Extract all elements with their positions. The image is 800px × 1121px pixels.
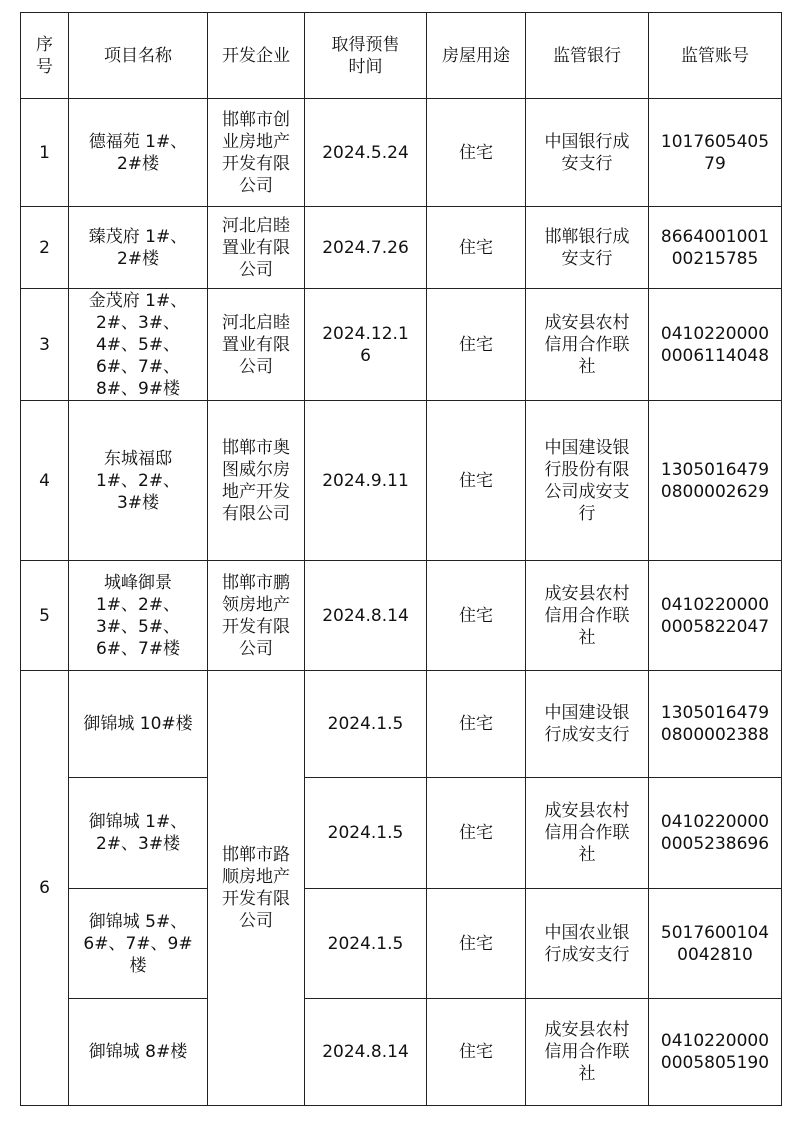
cell-account: 13050164790800002388: [649, 671, 782, 778]
cell-usage: 住宅: [427, 561, 526, 671]
cell-bank: 中国银行成安支行: [526, 99, 649, 207]
cell-bank: 成安县农村信用合作联社: [526, 999, 649, 1106]
cell-usage: 住宅: [427, 671, 526, 778]
cell-project: 御锦城 1#、2#、3#楼: [69, 778, 208, 889]
cell-usage: 住宅: [427, 99, 526, 207]
cell-project: 臻茂府 1#、2#楼: [69, 207, 208, 289]
cell-project: 金茂府 1#、2#、3#、4#、5#、6#、7#、8#、9#楼: [69, 289, 208, 401]
cell-presale-time: 2024.7.26: [305, 207, 427, 289]
cell-bank: 中国建设银行成安支行: [526, 671, 649, 778]
table-row: [21, 778, 782, 889]
cell-developer: 河北启睦置业有限公司: [208, 207, 305, 289]
table-row: [21, 401, 782, 561]
cell-presale-time: 2024.1.5: [305, 671, 427, 778]
cell-usage: 住宅: [427, 401, 526, 561]
header-account: 监管账号: [649, 13, 782, 99]
table-row: [21, 207, 782, 289]
cell-no: 4: [21, 401, 69, 561]
cell-account: 04102200000005805190: [649, 999, 782, 1106]
cell-account: 101760540579: [649, 99, 782, 207]
cell-no: 6: [21, 671, 69, 1106]
cell-presale-time: 2024.5.24: [305, 99, 427, 207]
header-row: [21, 13, 782, 99]
cell-account: 50176001040042810: [649, 889, 782, 999]
cell-project: 东城福邸 1#、2#、3#楼: [69, 401, 208, 561]
cell-bank: 成安县农村信用合作联社: [526, 561, 649, 671]
cell-bank: 中国农业银行成安支行: [526, 889, 649, 999]
cell-developer: 邯郸市奥图威尔房地产开发有限公司: [208, 401, 305, 561]
cell-usage: 住宅: [427, 289, 526, 401]
table-row: [21, 671, 782, 778]
cell-developer: 河北启睦置业有限公司: [208, 289, 305, 401]
cell-bank: 邯郸银行成安支行: [526, 207, 649, 289]
cell-developer: 邯郸市路顺房地产开发有限公司: [208, 671, 305, 1106]
header-bank: 监管银行: [526, 13, 649, 99]
cell-account: 04102200000006114048: [649, 289, 782, 401]
table-row: [21, 289, 782, 401]
table-row: [21, 999, 782, 1106]
table-row: [21, 99, 782, 207]
cell-no: 3: [21, 289, 69, 401]
cell-usage: 住宅: [427, 889, 526, 999]
cell-account: 13050164790800002629: [649, 401, 782, 561]
cell-bank: 成安县农村信用合作联社: [526, 778, 649, 889]
cell-developer: 邯郸市鹏领房地产开发有限公司: [208, 561, 305, 671]
cell-project: 御锦城 10#楼: [69, 671, 208, 778]
presale-supervision-table: [20, 12, 782, 1106]
cell-account: 866400100100215785: [649, 207, 782, 289]
cell-presale-time: 2024.8.14: [305, 999, 427, 1106]
cell-no: 5: [21, 561, 69, 671]
cell-presale-time: 2024.9.11: [305, 401, 427, 561]
header-presale-time: 取得预售时间: [305, 13, 427, 99]
cell-project: 城峰御景 1#、2#、3#、5#、6#、7#楼: [69, 561, 208, 671]
cell-presale-time: 2024.12.16: [305, 289, 427, 401]
cell-no: 1: [21, 99, 69, 207]
cell-no: 2: [21, 207, 69, 289]
cell-project: 御锦城 5#、6#、7#、9#楼: [69, 889, 208, 999]
header-no: 序号: [21, 13, 69, 99]
cell-account: 04102200000005822047: [649, 561, 782, 671]
header-developer: 开发企业: [208, 13, 305, 99]
cell-presale-time: 2024.1.5: [305, 889, 427, 999]
header-project: 项目名称: [69, 13, 208, 99]
cell-presale-time: 2024.1.5: [305, 778, 427, 889]
cell-bank: 成安县农村信用合作联社: [526, 289, 649, 401]
table-row: [21, 889, 782, 999]
cell-usage: 住宅: [427, 778, 526, 889]
cell-developer: 邯郸市创业房地产开发有限公司: [208, 99, 305, 207]
cell-presale-time: 2024.8.14: [305, 561, 427, 671]
cell-bank: 中国建设银行股份有限公司成安支行: [526, 401, 649, 561]
cell-project: 德福苑 1#、2#楼: [69, 99, 208, 207]
cell-usage: 住宅: [427, 207, 526, 289]
cell-usage: 住宅: [427, 999, 526, 1106]
cell-account: 04102200000005238696: [649, 778, 782, 889]
header-usage: 房屋用途: [427, 13, 526, 99]
table-row: [21, 561, 782, 671]
cell-project: 御锦城 8#楼: [69, 999, 208, 1106]
